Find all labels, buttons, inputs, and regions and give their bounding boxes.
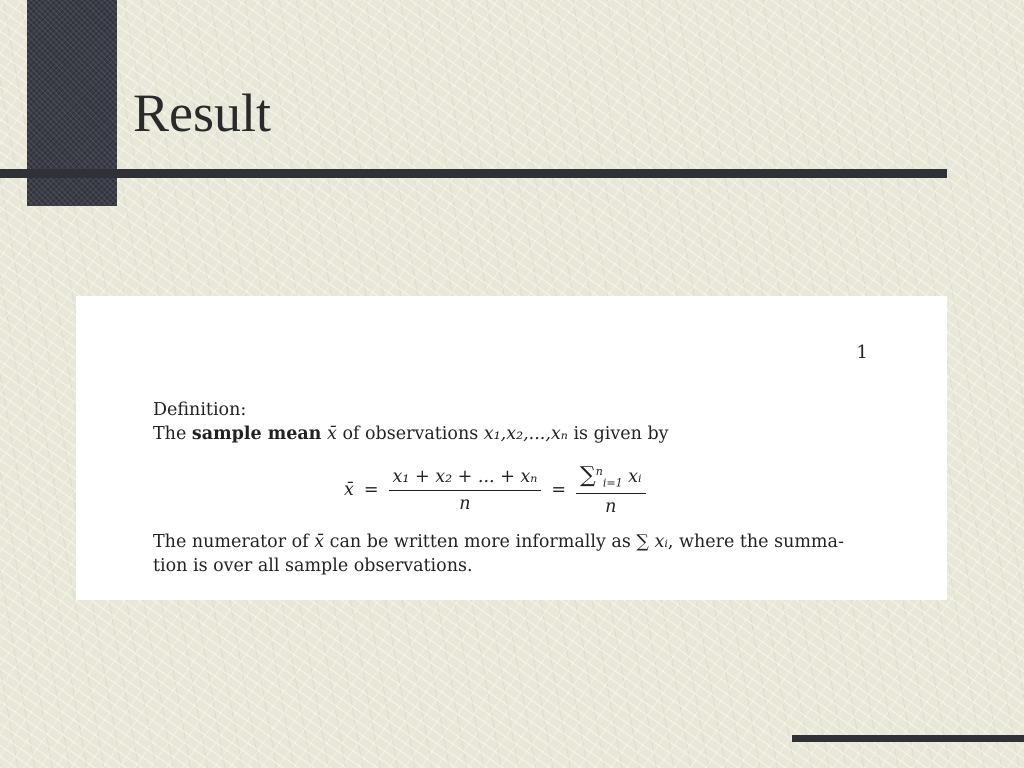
summation-symbol: ∑ <box>580 463 596 489</box>
formula-equals-1: = <box>363 480 379 500</box>
sum-term-inline: xᵢ <box>654 532 668 552</box>
sample-mean-term: sample mean <box>191 424 322 444</box>
line3-prefix: The numerator of <box>153 532 315 552</box>
fraction-2-numerator <box>576 463 646 494</box>
line3-suffix: , where the summa-tion is over all sample observations. <box>153 532 844 576</box>
bottom-corner-rule <box>792 735 1024 742</box>
sum-upper-limit: n <box>595 465 603 479</box>
fraction-1-denominator: n <box>459 493 471 514</box>
page-number: 1 <box>856 342 868 363</box>
xbar-symbol: x̄ <box>327 424 337 444</box>
fraction-2-denominator: n <box>605 496 617 517</box>
observations-vars: x₁,x₂,...,xₙ <box>483 424 568 444</box>
line3-mid: can be written more informally as <box>324 532 637 552</box>
line1-prefix: The <box>153 424 192 444</box>
definition-paragraph <box>153 398 873 446</box>
definition-document-image <box>76 296 947 600</box>
sum-lower-limit: i=1 <box>602 476 623 490</box>
line1-suffix: is given by <box>567 424 669 444</box>
fraction-1-numerator: x₁ + x₂ + ... + xₙ <box>389 467 542 491</box>
formula-fraction-2 <box>576 463 646 517</box>
sum-term: xᵢ <box>628 467 642 488</box>
line1-mid: of observations <box>336 424 484 444</box>
definition-heading: Definition: <box>153 400 247 420</box>
formula-fraction-1 <box>389 467 542 514</box>
formula-lhs: x̄ <box>344 480 354 500</box>
sum-symbol-inline: ∑ <box>636 532 649 552</box>
formula-equals-2: = <box>551 480 567 500</box>
numerator-note-paragraph <box>153 530 873 578</box>
slide-title: Result <box>133 83 272 143</box>
sample-mean-formula <box>344 464 646 516</box>
title-underline-rule <box>0 169 947 178</box>
xbar-symbol-2: x̄ <box>314 532 325 552</box>
